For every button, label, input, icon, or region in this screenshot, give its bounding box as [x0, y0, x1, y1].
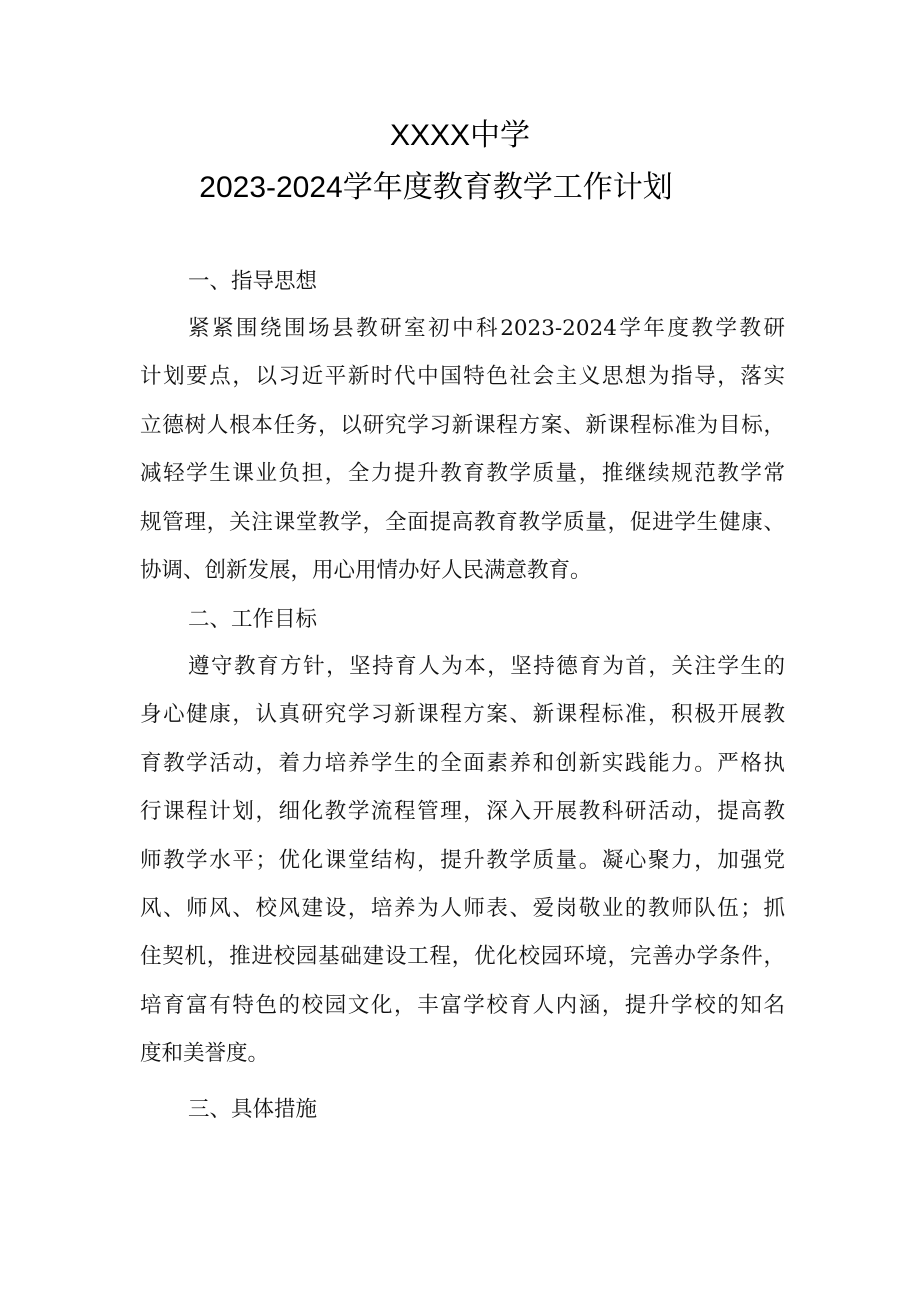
section-paragraph-guiding-ideology: [140, 305, 785, 595]
paragraph-line: 减轻学生课业负担，全力提升教育教学质量，推继续规范教学常: [140, 461, 785, 487]
paragraph-line: 培育富有特色的校园文化，丰富学校育人内涵，提升学校的知名: [140, 992, 785, 1018]
paragraph-line: 行课程计划，细化教学流程管理，深入开展教科研活动，提高教: [140, 799, 785, 825]
paragraph-line: 协调、创新发展，用心用情办好人民满意教育。: [140, 557, 592, 583]
paragraph-line: 师教学水平；优化课堂结构，提升教学质量。凝心聚力，加强党: [140, 847, 785, 873]
paragraph-line: 立德树人根本任务，以研究学习新课程方案、新课程标准为目标，: [140, 412, 785, 438]
paragraph-line: 住契机，推进校园基础建设工程，优化校园环境，完善办学条件，: [140, 944, 785, 970]
paragraph-line: 遵守教育方针，坚持育人为本，坚持德育为首，关注学生的: [188, 654, 785, 679]
paragraph-line: 紧紧围绕围场县教研室初中科2023-2024学年度教学教研: [188, 316, 785, 341]
document-title-school: XXXX中学: [389, 119, 531, 152]
paragraph-line: 育教学活动，着力培养学生的全面素养和创新实践能力。严格执: [140, 750, 785, 776]
paragraph-line: 风、师风、校风建设，培养为人师表、爱岗敬业的教师队伍；抓: [140, 895, 785, 921]
paragraph-line: 计划要点，以习近平新时代中国特色社会主义思想为指导，落实: [140, 364, 785, 390]
section-heading-specific-measures: 三、具体措施: [188, 1097, 318, 1122]
section-heading-guiding-ideology: 一、指导思想: [188, 269, 318, 294]
section-paragraph-work-goals: [140, 643, 785, 1079]
paragraph-line: 身心健康，认真研究学习新课程方案、新课程标准，积极开展教: [140, 702, 785, 728]
paragraph-line: 规管理，关注课堂教学，全面提高教育教学质量，促进学生健康、: [140, 509, 785, 535]
document-title-plan: 2023-2024学年度教育教学工作计划: [199, 171, 673, 204]
section-heading-work-goals: 二、工作目标: [188, 607, 318, 632]
paragraph-line: 度和美誉度。: [140, 1041, 270, 1067]
